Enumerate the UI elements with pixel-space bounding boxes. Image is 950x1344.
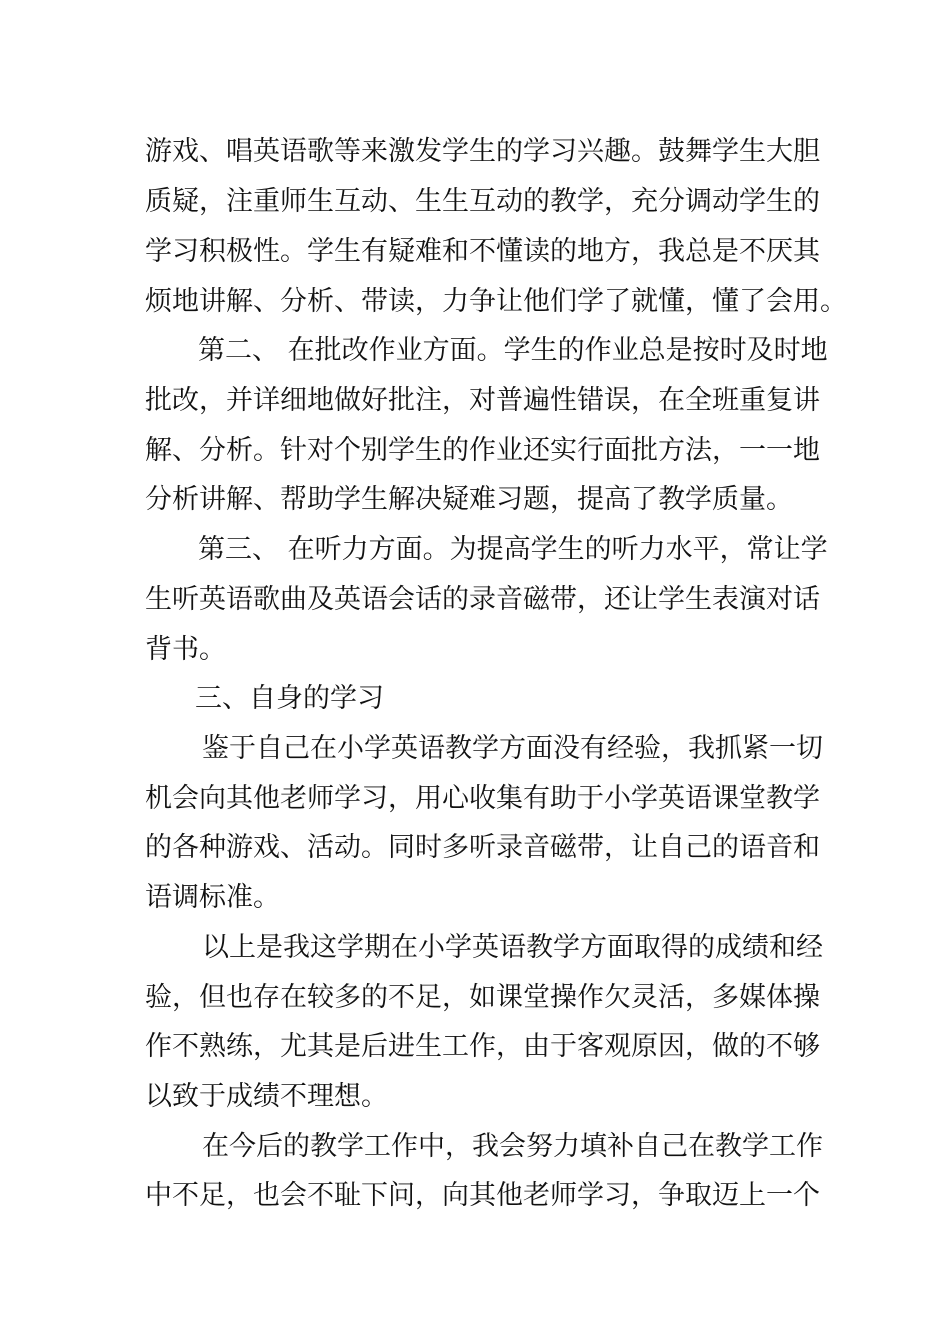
text-line: 的各种游戏、活动。同时多听录音磁带，让自己的语音和 — [145, 832, 820, 863]
text-line: 第三、 在听力方面。为提高学生的听力水平，常让学 — [198, 534, 828, 565]
text-line: 在今后的教学工作中，我会努力填补自己在教学工作 — [202, 1131, 823, 1162]
text-line: 生听英语歌曲及英语会话的录音磁带，还让学生表演对话 — [145, 584, 820, 615]
text-line: 中不足，也会不耻下问，向其他老师学习，争取迈上一个 — [145, 1180, 820, 1211]
text-line: 机会向其他老师学习，用心收集有助于小学英语课堂教学 — [145, 783, 820, 814]
text-line: 以致于成绩不理想。 — [145, 1081, 388, 1112]
text-line: 以上是我这学期在小学英语教学方面取得的成绩和经 — [202, 932, 823, 963]
text-line: 第二、 在批改作业方面。学生的作业总是按时及时地 — [198, 335, 828, 366]
section-heading: 三、自身的学习 — [195, 683, 384, 714]
text-line: 语调标准。 — [145, 882, 280, 913]
text-line: 分析讲解、帮助学生解决疑难习题，提高了教学质量。 — [145, 484, 793, 515]
text-line: 游戏、唱英语歌等来激发学生的学习兴趣。鼓舞学生大胆 — [145, 136, 820, 167]
text-line: 鉴于自己在小学英语教学方面没有经验，我抓紧一切 — [202, 733, 823, 764]
text-line: 批改，并详细地做好批注，对普遍性错误，在全班重复讲 — [145, 385, 820, 416]
text-line: 验，但也存在较多的不足，如课堂操作欠灵活，多媒体操 — [145, 982, 820, 1013]
text-line: 学习积极性。学生有疑难和不懂读的地方，我总是不厌其 — [145, 236, 820, 267]
text-line: 背书。 — [145, 634, 226, 665]
text-line: 解、分析。针对个别学生的作业还实行面批方法，一一地 — [145, 435, 820, 466]
text-line: 作不熟练，尤其是后进生工作，由于客观原因，做的不够 — [145, 1031, 820, 1062]
text-line: 质疑，注重师生互动、生生互动的教学，充分调动学生的 — [145, 186, 820, 217]
text-line: 烦地讲解、分析、带读，力争让他们学了就懂，懂了会用。 — [145, 286, 847, 317]
